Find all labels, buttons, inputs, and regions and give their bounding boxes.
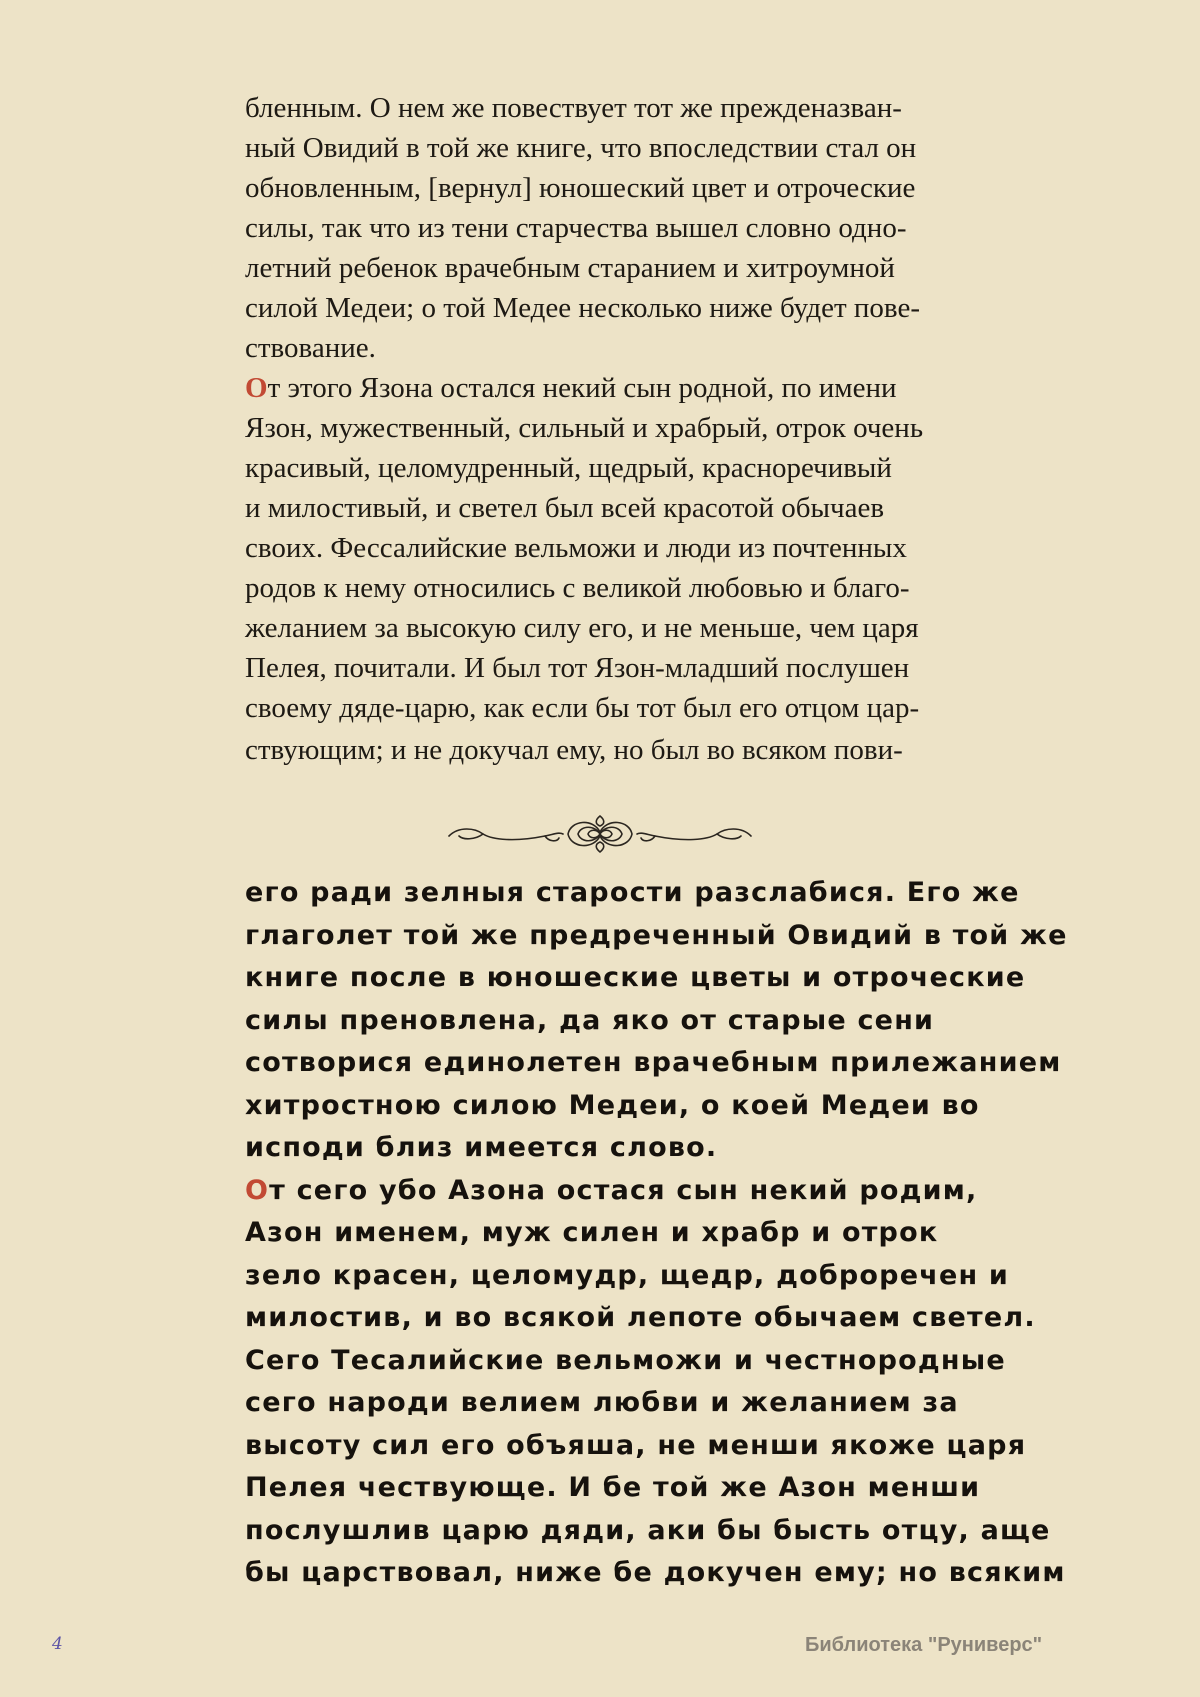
text-line: силы преновлена, да яко от старые сени xyxy=(245,1004,935,1036)
text-line: бленным. О нем же повествует тот же прежденазван- xyxy=(245,92,902,124)
drop-cap: О xyxy=(245,1174,270,1206)
text-line: милостив, и во всякой лепоте обычаем светел. xyxy=(245,1302,1036,1333)
page-number: 4 xyxy=(52,1634,63,1654)
text-line: глаголет той же предреченный Овидий в той же xyxy=(245,919,1068,951)
text-line: высоту сил его объяша, не менши якоже царя xyxy=(245,1429,1027,1461)
text-line: Язон, мужественный, сильный и храбрый, отрок очень xyxy=(245,412,924,444)
text-line: Пелея, почитали. И был тот Язон-младший послушен xyxy=(245,652,910,684)
text-line: силой Медеи; о той Медее несколько ниже будет пове- xyxy=(245,292,920,324)
text-line: Пелея чествующе. И бе той же Азон менши xyxy=(245,1472,981,1503)
text-line: сотворися единолетен врачебным прилежанием xyxy=(245,1047,1062,1078)
text-line: т этого Язона остался некий сын родной, по имени xyxy=(267,372,897,404)
flourish-divider-icon xyxy=(445,812,755,856)
church-slavonic-original-text xyxy=(245,872,1068,1595)
text-line: т сего убо Азона остася сын некий родим, xyxy=(269,1174,978,1206)
text-line: исподи близ имеется слово. xyxy=(245,1132,718,1163)
text-line: Сего Тесалийские вельможи и честнородные xyxy=(245,1344,1006,1376)
text-line: своих. Фессалийские вельможи и люди из почтенных xyxy=(245,532,907,564)
text-line: зело красен, целомудр, щедр, доброречен и xyxy=(245,1259,1010,1291)
text-line: хитростною силою Медеи, о коей Медеи во xyxy=(245,1089,980,1121)
text-line: летний ребенок врачебным старанием и хитроумной xyxy=(245,252,895,284)
text-line: Азон именем, муж силен и храбр и отрок xyxy=(245,1217,939,1248)
text-line: его ради зелныя старости разслабися. Его же xyxy=(245,877,1020,908)
text-line: красивый, целомудренный, щедрый, красноречивый xyxy=(245,452,892,484)
text-line: и милостивый, и светел был всей красотой обычаев xyxy=(245,492,885,524)
text-line: ствование. xyxy=(245,332,376,364)
text-line: силы, так что из тени старчества вышел словно одно- xyxy=(245,212,907,244)
library-credit: Библиотека "Руниверс" xyxy=(805,1634,1043,1656)
text-line: своему дяде-царю, как если бы тот был его отцом цар- xyxy=(245,692,920,724)
text-line: желанием за высокую силу его, и не меньше, чем царя xyxy=(245,612,919,644)
text-line: сего народи велием любви и желанием за xyxy=(245,1387,959,1418)
text-line: книге после в юношеские цветы и отроческие xyxy=(245,962,1026,993)
paragraph-first-line xyxy=(245,368,965,408)
text-line: бы царствовал, ниже бе докучен ему; но всяким xyxy=(245,1557,1066,1588)
paragraph-first-line xyxy=(245,1170,978,1213)
text-line: ный Овидий в той же книге, что впоследствии стал он xyxy=(245,132,917,164)
text-line: послушлив царю дяди, аки бы бысть отцу, аще xyxy=(245,1514,1051,1546)
text-line: родов к нему относились с великой любовью и благо- xyxy=(245,572,910,604)
text-line: ствующим; и не докучал ему, но был во всяком пови- xyxy=(245,734,903,766)
modern-translation-text xyxy=(245,88,965,770)
drop-cap: О xyxy=(245,372,268,404)
text-line: обновленным, [вернул] юношеский цвет и отроческие xyxy=(245,172,916,204)
